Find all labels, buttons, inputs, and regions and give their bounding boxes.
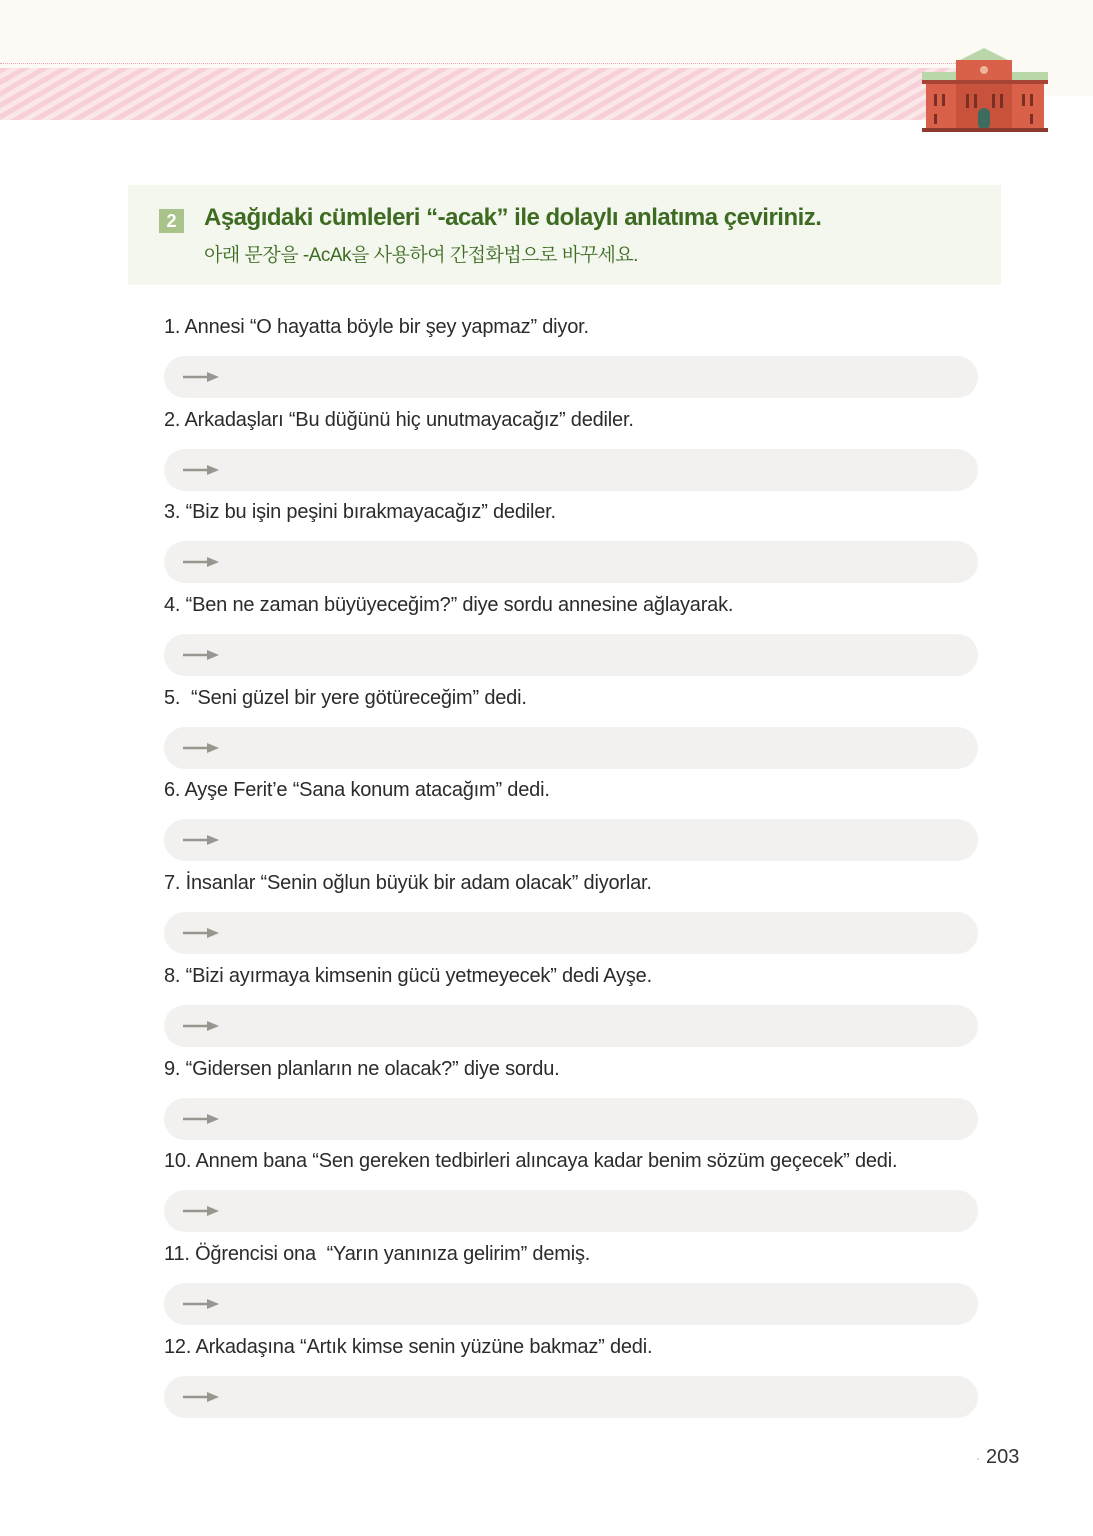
page-number-value: 203 (986, 1446, 1020, 1468)
list-item (164, 684, 978, 777)
arrow-right-icon (183, 833, 219, 847)
question-text: 5. “Seni güzel bir yere götüreceğim” dedi. (164, 686, 527, 709)
question-text: 10. Annem bana “Sen gereken tedbirleri alıncaya kadar benim sözüm geçecek” dedi. (164, 1150, 898, 1173)
question-text: 8. “Bizi ayırmaya kimsenin gücü yetmeyecek” dedi Ayşe. (164, 964, 652, 987)
list-item (164, 406, 978, 499)
answer-field[interactable] (164, 819, 978, 861)
header-divider (0, 63, 960, 64)
header-stripe (0, 68, 960, 120)
answer-field[interactable] (164, 1283, 978, 1325)
question-text: 9. “Gidersen planların ne olacak?” diye sordu. (164, 1057, 560, 1080)
list-item (164, 869, 978, 962)
exercise-list (164, 313, 978, 1425)
arrow-right-icon (183, 648, 219, 662)
answer-field[interactable] (164, 541, 978, 583)
arrow-right-icon (183, 555, 219, 569)
list-item (164, 1055, 978, 1148)
list-item (164, 1147, 978, 1240)
answer-field[interactable] (164, 449, 978, 491)
list-item (164, 313, 978, 406)
list-item (164, 498, 978, 591)
instruction-box (128, 185, 1001, 285)
arrow-right-icon (183, 741, 219, 755)
building-icon (922, 46, 1048, 132)
exercise-subtitle: 아래 문장을 -AcAk을 사용하여 간접화법으로 바꾸세요. (204, 245, 638, 266)
list-item (164, 962, 978, 1055)
exercise-title: Aşağıdaki cümleleri “-acak” ile dolaylı anlatıma çeviriniz. (204, 204, 822, 231)
arrow-right-icon (183, 463, 219, 477)
answer-field[interactable] (164, 1005, 978, 1047)
answer-field[interactable] (164, 727, 978, 769)
question-text: 11. Öğrencisi ona “Yarın yanınıza gelirim” demiş. (164, 1242, 591, 1265)
arrow-right-icon (183, 1019, 219, 1033)
list-item (164, 1333, 978, 1426)
answer-field[interactable] (164, 1098, 978, 1140)
question-text: 4. “Ben ne zaman büyüyeceğim?” diye sordu annesine ağlayarak. (164, 594, 734, 617)
question-text: 12. Arkadaşına “Artık kimse senin yüzüne bakmaz” dedi. (164, 1335, 653, 1358)
answer-field[interactable] (164, 912, 978, 954)
question-text: 1. Annesi “O hayatta böyle bir şey yapmaz” diyor. (164, 316, 589, 338)
question-text: 6. Ayşe Ferit’e “Sana konum atacağım” dedi. (164, 779, 550, 802)
arrow-right-icon (183, 370, 219, 384)
question-text: 7. İnsanlar “Senin oğlun büyük bir adam olacak” diyorlar. (164, 872, 652, 895)
list-item (164, 1240, 978, 1333)
arrow-right-icon (183, 1112, 219, 1126)
exercise-number-badge: 2 (159, 209, 184, 233)
list-item (164, 776, 978, 869)
answer-field[interactable] (164, 1376, 978, 1418)
arrow-right-icon (183, 926, 219, 940)
page-dot: · (976, 1450, 980, 1465)
arrow-right-icon (183, 1390, 219, 1404)
answer-field[interactable] (164, 634, 978, 676)
question-text: 2. Arkadaşları “Bu düğünü hiç unutmayacağız” dediler. (164, 408, 634, 431)
list-item (164, 591, 978, 684)
answer-field[interactable] (164, 356, 978, 398)
answer-field[interactable] (164, 1190, 978, 1232)
page-number (976, 1446, 1019, 1469)
arrow-right-icon (183, 1204, 219, 1218)
question-text: 3. “Biz bu işin peşini bırakmayacağız” dediler. (164, 501, 556, 524)
arrow-right-icon (183, 1297, 219, 1311)
